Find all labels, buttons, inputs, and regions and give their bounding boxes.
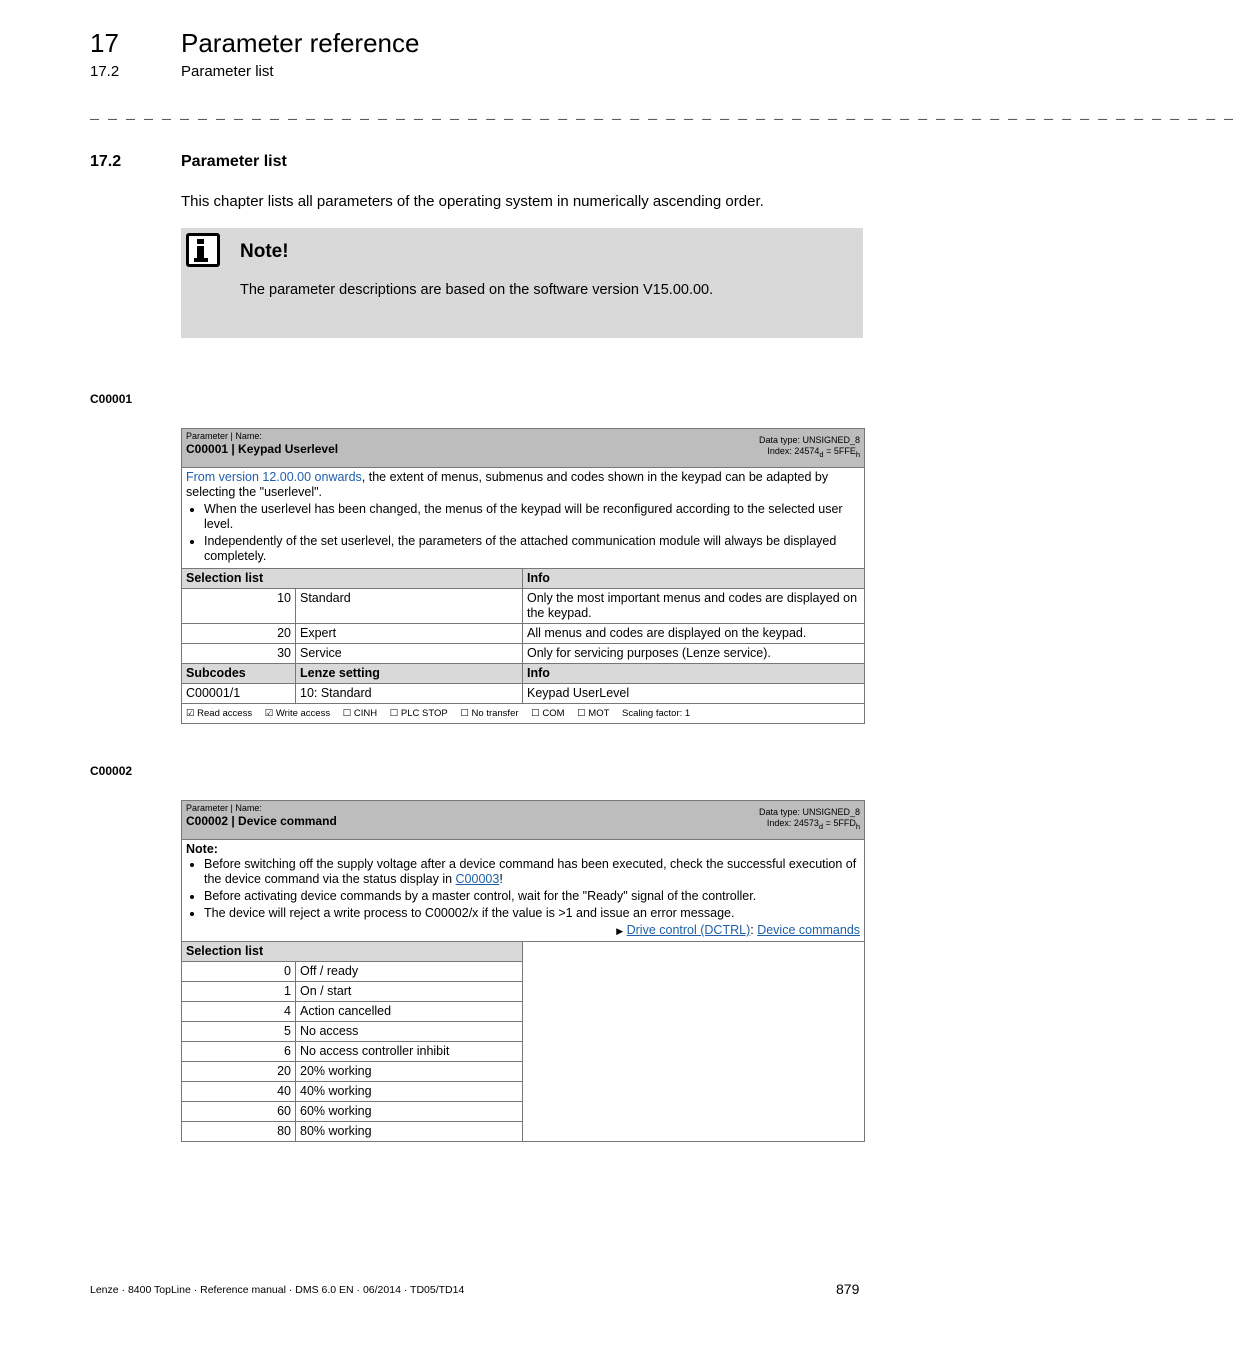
note-box <box>181 228 863 338</box>
access-flags: ☑ Read access ☑ Write access ☐ CINH ☐ PLC STOP ☐ No transfer ☐ COM ☐ MOT Scaling factor: 1 <box>182 704 865 724</box>
section-title: Parameter list <box>181 153 287 170</box>
section-number: 17.2 <box>90 153 122 170</box>
info-icon <box>186 233 220 267</box>
table-row: C00001/1 10: Standard Keypad UserLevel <box>182 684 865 704</box>
page-number: 879 <box>836 1281 860 1297</box>
note-heading: Note! <box>240 241 289 262</box>
selection-list-header: Selection list <box>182 942 523 962</box>
index: Index: $24574_d = 5FFE_h$ <box>767 446 861 459</box>
table-row: 20 Expert All menus and codes are displayed on the keypad. <box>182 624 865 644</box>
param-name: C00001 | Keypad Userlevel <box>186 442 339 456</box>
header-rule: _ _ _ _ _ _ _ _ _ _ _ _ _ _ _ _ _ _ _ _ _ _ _ _ _ _ _ _ _ _ _ _ _ _ _ _ _ _ _ _ _ _ _ _ _ _ _ _ _ _ _ _ _ _ _ _ _ _ _ _ _ _ _ _ <box>90 106 1233 123</box>
list-item: • When the userlevel has been changed, the menus of the keypad will be reconfigured according to the selected user level. <box>204 502 860 532</box>
param-name: C00002 | Device command <box>186 814 337 828</box>
table-row: 4 Action cancelled <box>182 1002 865 1022</box>
data-type: Data type: UNSIGNED_8 <box>758 807 861 817</box>
list-item: • Independently of the set userlevel, the parameters of the attached communication module will always be displayed completely. <box>204 534 860 564</box>
list-item: • Before activating device commands by a master control, wait for the "Ready" signal of the controller. <box>204 889 860 904</box>
table-row: 60 60% working <box>182 1102 865 1122</box>
table-row: 40 40% working <box>182 1082 865 1102</box>
see-also: ▶ Drive control (DCTRL): Device commands <box>616 923 861 937</box>
note-label: Note: <box>186 842 218 856</box>
table-row: 6 No access controller inhibit <box>182 1042 865 1062</box>
table-row: 10 Standard Only the most important menus and codes are displayed on the keypad. <box>182 589 865 624</box>
list-item: • Before switching off the supply voltage after a device command has been executed, check the successful execution of the device command via the status display in C00003! <box>204 857 860 887</box>
drive-control-link[interactable]: Drive control (DCTRL) <box>626 923 751 937</box>
subsection-title: Parameter list <box>181 63 274 80</box>
parameter-table-c00002 <box>181 800 865 1142</box>
version-link[interactable]: From version 12.00.00 onwards <box>186 470 362 484</box>
list-item: • The device will reject a write process to C00002/x if the value is >1 and issue an error message. <box>204 906 860 921</box>
subcode-info-header: Info <box>523 664 865 684</box>
code-label-c00001: C00001 <box>90 392 133 406</box>
selection-list-header: Selection list <box>182 569 523 589</box>
data-type: Data type: UNSIGNED_8 <box>758 435 861 445</box>
table-row: 30 Service Only for servicing purposes (Lenze service). <box>182 644 865 664</box>
param-name-label: Parameter | Name: <box>186 431 262 441</box>
footer-text: Lenze · 8400 TopLine · Reference manual · DMS 6.0 EN · 06/2014 · TD05/TD14 <box>90 1284 465 1296</box>
parameter-table-c00001 <box>181 428 865 724</box>
subsection-number: 17.2 <box>90 63 120 80</box>
lenze-setting-header: Lenze setting <box>296 664 523 684</box>
param-name-label: Parameter | Name: <box>186 803 262 813</box>
note-text: The parameter descriptions are based on the software version V15.00.00. <box>240 282 714 298</box>
code-label-c00002: C00002 <box>90 764 133 778</box>
arrow-right-icon: ▶ <box>616 926 624 936</box>
table-row: 5 No access <box>182 1022 865 1042</box>
c00003-link[interactable]: C00003 <box>455 872 500 886</box>
table-row: 1 On / start <box>182 982 865 1002</box>
table-row: 80 80% working <box>182 1122 865 1142</box>
intro-text: This chapter lists all parameters of the operating system in numerically ascending order. <box>181 193 764 210</box>
chapter-number: 17 <box>90 28 119 58</box>
description: From version 12.00.00 onwards, the extent of menus, submenus and codes shown in the keypad can be adapted by selecting the "userlevel". <box>186 470 829 499</box>
table-row: 20 20% working <box>182 1062 865 1082</box>
subcodes-header: Subcodes <box>182 664 296 684</box>
table-row: 0 Off / ready <box>182 962 865 982</box>
device-commands-link[interactable]: Device commands <box>757 923 861 937</box>
info-header: Info <box>523 569 865 589</box>
chapter-title: Parameter reference <box>181 28 420 58</box>
index: Index: $24573_d = 5FFD_h$ <box>766 818 861 831</box>
